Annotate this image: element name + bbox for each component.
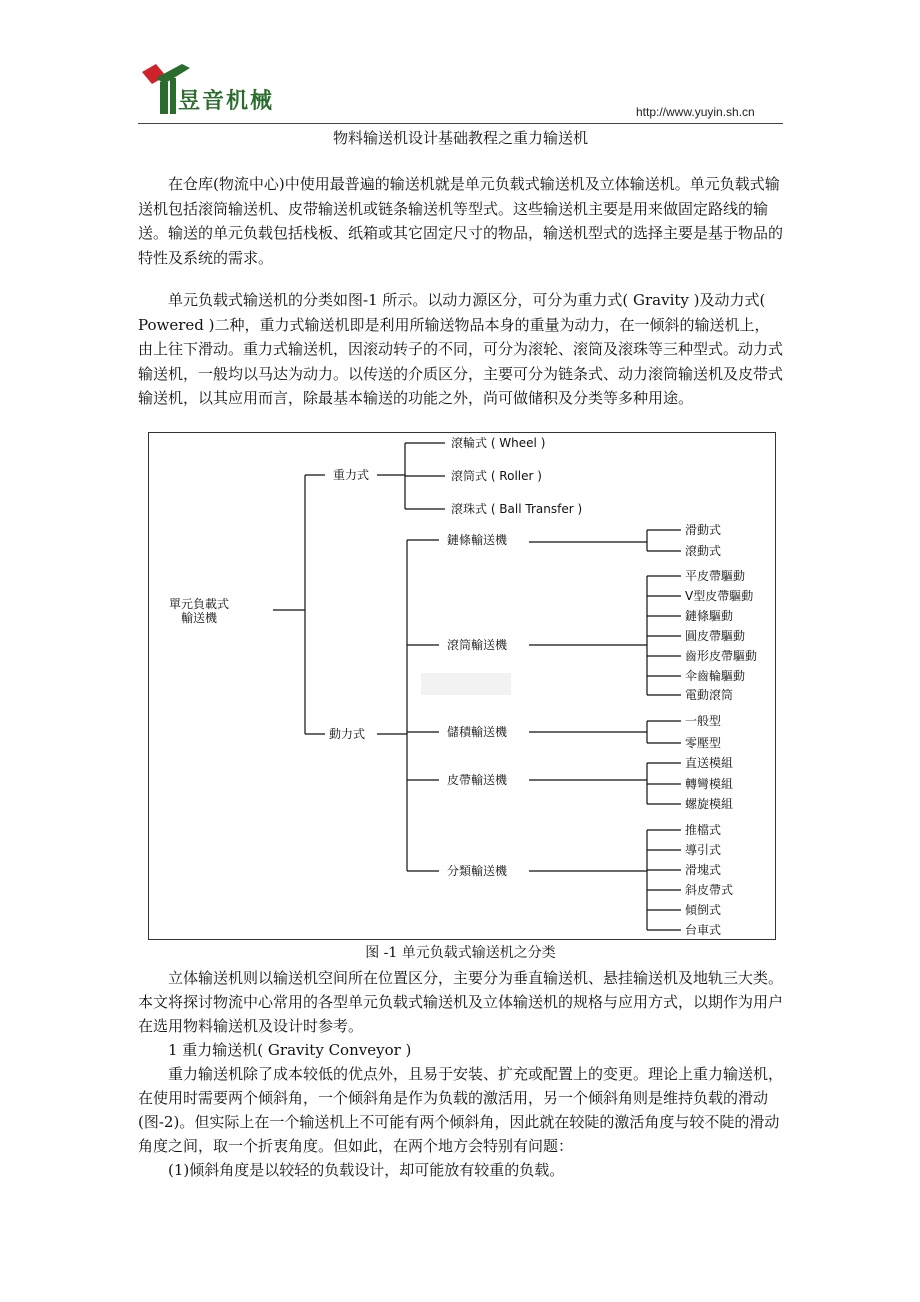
node-root: 單元負載式 輸送機: [169, 597, 230, 625]
node-chain-item: 滾動式: [685, 544, 722, 558]
node-powered: 動力式: [329, 727, 366, 741]
node-gravity-roller: 滾筒式 ( Roller ): [451, 469, 542, 483]
node-chain-conveyor: 鏈條輸送機: [447, 533, 508, 547]
node-roller-item: 齒形皮帶驅動: [685, 649, 758, 663]
node-sortation-item: 導引式: [685, 843, 722, 857]
node-belt-item: 直送模組: [685, 756, 734, 770]
node-sortation-item: 推檔式: [685, 823, 722, 837]
logo-text: 昱音机械: [178, 89, 275, 114]
figure-caption: 图 -1 单元负载式输送机之分类: [365, 945, 556, 961]
node-belt-conveyor: 皮帶輸送機: [447, 773, 508, 787]
node-sortation-item: 滑塊式: [685, 863, 722, 877]
node-roller-item: 圓皮帶驅動: [685, 629, 746, 643]
node-chain-item: 滑動式: [685, 523, 722, 537]
node-gravity-wheel: 滾輪式 ( Wheel ): [451, 436, 546, 450]
node-accumulation-conveyor: 儲積輸送機: [447, 725, 508, 739]
node-roller-item: V型皮帶驅動: [685, 589, 754, 603]
paragraph-1: 在仓库(物流中心)中使用最普遍的输送机就是单元负载式输送机及立体输送机。单元负载式输送机包括滚筒输送机、皮带输送机或链条输送机等型式。这些输送机主要是用来做固定路线的输送。输送的单元负载包括栈板、纸箱或其它固定尺寸的物品，输送机型式的选择主要是基于物品的特性及系统的需求。: [138, 175, 784, 267]
node-accumulation-item: 零壓型: [685, 736, 722, 750]
node-gravity-ball: 滾珠式 ( Ball Transfer ): [451, 502, 583, 516]
node-sortation-item: 台車式: [685, 923, 722, 937]
paragraph-5: (1)倾斜角度是以较轻的负载设计，却可能放有较重的负载。: [168, 1161, 565, 1179]
node-gravity: 重力式: [333, 468, 370, 482]
node-sortation-item: 斜皮帶式: [685, 883, 734, 897]
header-rule: [138, 123, 783, 124]
node-sortation-conveyor: 分類輸送機: [447, 864, 508, 878]
node-sortation-item: 傾倒式: [685, 903, 722, 917]
node-roller-item: 平皮帶驅動: [685, 569, 746, 583]
node-accumulation-item: 一般型: [685, 714, 722, 728]
section-heading-1: 1 重力输送机( Gravity Conveyor ): [168, 1041, 412, 1059]
faint-watermark: [421, 673, 511, 695]
header-url[interactable]: http://www.yuyin.sh.cn: [636, 105, 755, 119]
node-roller-item: 電動滾筒: [685, 688, 734, 702]
paragraph-2: 单元负载式输送机的分类如图-1 所示。以动力源区分，可分为重力式( Gravity )及动力式( Powered )二种，重力式输送机即是利用所输送物品本身的重量为动力，在一倾斜的输送机上，由上往下滑动。重力式输送机，因滚动转子的不同，可分为滚轮、滚筒及滚珠等三种型式。动力式输送机，一般均以马达为动力。以传送的介质区分，主要可分为链条式、动力滚筒输送机及皮带式输送机，以其应用而言，除最基本输送的功能之外，尚可做储积及分类等多种用途。: [138, 291, 784, 407]
node-belt-item: 螺旋模組: [685, 797, 734, 811]
paragraph-3: 立体输送机则以输送机空间所在位置区分，主要分为垂直输送机、悬挂输送机及地轨三大类。本文将探讨物流中心常用的各型单元负载式输送机及立体输送机的规格与应用方式，以期作为用户在选用物料输送机及设计时参考。: [138, 969, 784, 1035]
classification-diagram: [148, 432, 776, 940]
doc-title: 物料输送机设计基础教程之重力输送机: [332, 129, 588, 147]
node-roller-conveyor: 滾筒輸送機: [447, 638, 508, 652]
node-roller-item: 鏈條驅動: [685, 609, 734, 623]
node-roller-item: 伞齒輪驅動: [685, 669, 746, 683]
paragraph-4: 重力输送机除了成本较低的优点外，且易于安装、扩充或配置上的变更。理论上重力输送机，在使用时需要两个倾斜角，一个倾斜角是作为负载的激活用，另一个倾斜角则是维持负载的滑动(图-2)。但实际上在一个输送机上不可能有两个倾斜角，因此就在较陡的激活角度与较不陡的滑动角度之间，取一个折衷角度。但如此，在两个地方会特别有问题：: [138, 1065, 784, 1155]
node-belt-item: 轉彎模組: [685, 777, 734, 791]
